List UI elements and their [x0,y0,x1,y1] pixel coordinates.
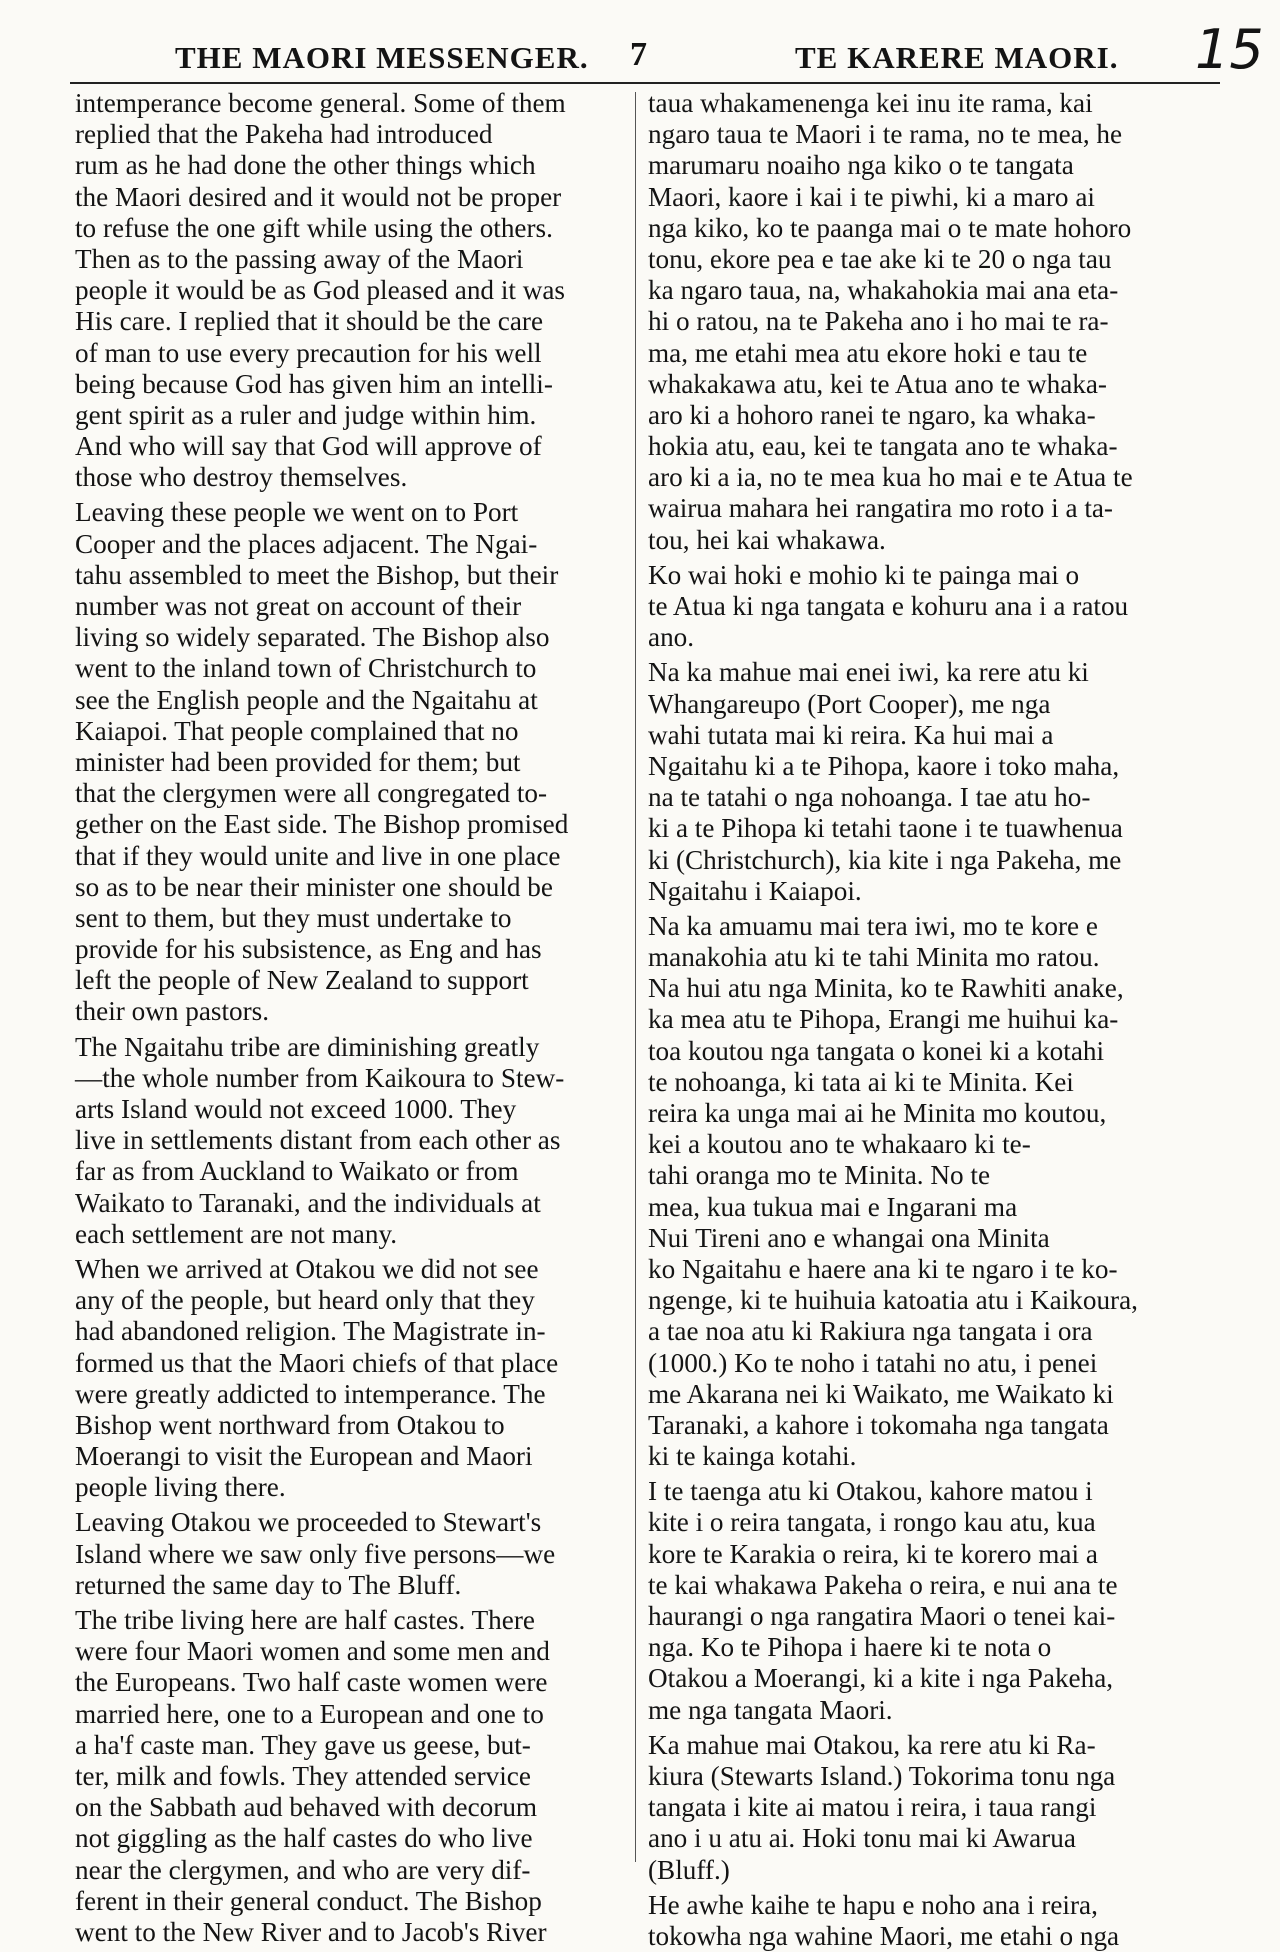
text-line: tahi oranga mo te Minita. No te [648,1160,991,1191]
paragraph [648,1730,1208,1886]
maori-column [648,88,1208,1952]
text-line: na te tatahi o nga nohoanga. I tae atu ho- [648,782,1091,813]
text-line: Na ka amuamu mai tera iwi, mo te kore e [648,910,1098,941]
text-line: (1000.) Ko te noho i tatahi no atu, i penei [648,1347,1098,1378]
paragraph [75,88,635,493]
text-line: ter, milk and fowls. They attended service [75,1760,531,1791]
text-line: were greatly addicted to intemperance. The [75,1378,546,1409]
text-line: —the whole number from Kaikoura to Stew- [75,1062,565,1093]
text-line: ka ngaro taua, na, whakahokia mai ana eta- [648,275,1119,306]
text-line: people it would be as God pleased and it was [75,275,566,306]
text-line: kite i o reira tangata, i rongo kau atu, kua [648,1507,1096,1538]
text-line: Ka mahue mai Otakou, ka rere atu ki Ra- [648,1729,1096,1760]
text-line: people living there. [75,1472,286,1503]
text-line: ano. [648,622,695,653]
text-line: Then as to the passing away of the Maori [75,243,524,274]
text-line: tou, hei kai whakawa. [648,524,886,555]
english-column [75,88,635,1948]
text-line: provide for his subsistence, as Eng and has [75,934,542,965]
text-line: being because God has given him an intelli- [75,368,553,399]
text-line: ki te kainga kotahi. [648,1441,857,1472]
text-line: Cooper and the places adjacent. The Ngai- [75,528,538,559]
text-line: reira ka unga mai ai he Minita mo koutou, [648,1098,1107,1128]
text-line: had abandoned religion. The Magistrate in- [75,1316,546,1347]
text-line: left the people of New Zealand to support [75,965,529,996]
paragraph [648,560,1208,654]
text-line: a ha'f caste man. They gave us geese, but- [75,1729,531,1760]
text-line: tonu, ekore pea e tae ake ki te 20 o nga tau [648,243,1112,274]
text-line: Maori, kaore i kai i te piwhi, ki a maro ai [648,181,1095,212]
paragraph [648,911,1208,1472]
text-line: me nga tangata Maori. [648,1694,893,1725]
text-line: Nui Tireni ano e whangai ona Minita [648,1222,1050,1253]
text-line: formed us that the Maori chiefs of that place [75,1347,559,1378]
header-rule [70,82,1220,84]
text-line: ngaro taua te Maori i te rama, no te mea, he [648,119,1123,150]
text-line: wahi tutata mai ki reira. Ka hui mai a [648,719,1054,750]
text-line: aro ki a hohoro ranei te ngaro, ka whaka- [648,399,1096,430]
text-line: Whangareupo (Port Cooper), me nga [648,688,1051,719]
paragraph [648,1476,1208,1726]
text-line: ko Ngaitahu e haere ana ki te ngaro i te ko- [648,1253,1118,1284]
text-line: kei a koutou ano te whakaaro ki te- [648,1129,1031,1160]
text-line: that the clergymen were all congregated to- [75,778,548,809]
text-line: Waikato to Taranaki, and the individuals at [75,1187,541,1218]
text-line: And who will say that God will approve of [75,431,542,462]
text-line: toa koutou nga tangata o konei ki a kotahi [648,1035,1105,1066]
text-line: hokia atu, eau, kei te tangata ano te whaka- [648,431,1118,462]
paragraph [75,1254,635,1504]
text-line: haurangi o nga rangatira Maori o tenei kai- [648,1601,1116,1631]
text-line: living so widely separated. The Bishop also [75,622,550,653]
text-line: tahu assembled to meet the Bishop, but their [75,559,559,590]
running-title-english: THE MAORI MESSENGER. [175,40,589,75]
text-line: that if they would unite and live in one place [75,840,561,871]
text-line: not giggling as the half castes do who live [75,1823,533,1854]
text-line: marumaru noaiho nga kiko o te tangata [648,150,1074,181]
text-line: went to the inland town of Christchurch to [75,653,537,684]
text-line: far as from Auckland to Waikato or from [75,1156,519,1187]
paragraph [648,1890,1208,1952]
text-line: te kai whakawa Pakeha o reira, e nui ana te [648,1569,1118,1600]
text-line: on the Sabbath aud behaved with decorum [75,1792,538,1823]
text-line: arts Island would not exceed 1000. They [75,1094,517,1124]
text-line: (Bluff.) [648,1854,730,1885]
text-line: gent spirit as a ruler and judge within him. [75,399,537,430]
text-line: gether on the East side. The Bishop promised [75,809,569,840]
column-divider [635,92,636,1862]
text-line: Ko wai hoki e mohio ki te painga mai o [648,559,1080,590]
text-line: ka mea atu te Pihopa, Erangi me huihui ka- [648,1004,1119,1035]
running-title-maori: TE KARERE MAORI. [795,40,1119,75]
text-line: replied that the Pakeha had introduced [75,119,493,150]
text-line: Kaiapoi. That people complained that no [75,715,519,746]
text-line: nga. Ko te Pihopa i haere ki te nota o [648,1632,1052,1663]
text-line: mea, kua tukua mai e Ingarani ma [648,1191,1018,1222]
paragraph [648,88,1208,556]
text-line: wairua mahara hei rangatira mo roto i a ta- [648,493,1113,524]
text-line: the Maori desired and it would not be proper [75,181,562,212]
text-line: any of the people, but heard only that they [75,1285,535,1316]
text-line: their own pastors. [75,996,270,1027]
text-line: manakohia atu ki te tahi Minita mo ratou. [648,942,1100,973]
text-line: te Atua ki nga tangata e kohuru ana i a ratou [648,591,1129,621]
text-line: Otakou a Moerangi, ki a kite i nga Pakeha, [648,1663,1114,1694]
text-line: ngenge, ki te huihuia katoatia atu i Kaikoura, [648,1285,1138,1316]
text-line: a tae noa atu ki Rakiura nga tangata i ora [648,1316,1093,1347]
text-line: number was not great on account of their [75,591,522,621]
text-line: kore te Karakia o reira, ki te korero mai a [648,1538,1098,1569]
text-line: ki (Christchurch), kia kite i nga Pakeha, me [648,844,1122,875]
text-line: taua whakamenenga kei inu ite rama, kai [648,88,1093,118]
text-line: tangata i kite ai matou i reira, i taua rangi [648,1792,1097,1823]
text-line: went to the New River and to Jacob's River [75,1916,547,1947]
text-line: kiura (Stewarts Island.) Tokorima tonu nga [648,1760,1116,1791]
text-line: His care. I replied that it should be the care [75,306,544,337]
paragraph [75,497,635,1027]
text-line: When we arrived at Otakou we did not see [75,1253,539,1284]
text-line: so as to be near their minister one should be [75,871,553,902]
text-line: sent to them, but they must undertake to [75,902,512,933]
text-line: live in settlements distant from each other as [75,1125,561,1156]
text-line: He awhe kaihe te hapu e noho ana i reira, [648,1889,1098,1920]
paragraph [75,1605,635,1948]
text-line: Bishop went northward from Otakou to [75,1409,505,1440]
text-line: near the clergymen, and who are very dif- [75,1854,531,1885]
text-line: te nohoanga, ki tata ai ki te Minita. Kei [648,1066,1074,1097]
page-number: 7 [630,36,647,73]
text-line: Island where we saw only five persons—we [75,1538,556,1569]
text-line: married here, one to a European and one to [75,1698,544,1729]
text-line: of man to use every precaution for his well [75,337,542,368]
text-line: me Akarana nei ki Waikato, me Waikato ki [648,1378,1114,1409]
text-line: returned the same day to The Bluff. [75,1569,462,1600]
text-line: aro ki a ia, no te mea kua ho mai e te Atua te [648,462,1133,493]
text-line: those who destroy themselves. [75,462,408,493]
text-line: Ngaitahu ki a te Pihopa, kaore i toko maha, [648,750,1120,781]
text-line: the Europeans. Two half caste women were [75,1667,548,1698]
text-line: see the English people and the Ngaitahu at [75,684,538,715]
text-line: Na ka mahue mai enei iwi, ka rere atu ki [648,657,1089,688]
text-line: nga kiko, ko te paanga mai o te mate hohoro [648,212,1132,243]
text-line: intemperance become general. Some of them [75,88,566,118]
text-line: minister had been provided for them; but [75,746,521,777]
text-line: Leaving these people we went on to Port [75,497,519,528]
text-line: The tribe living here are half castes. There [75,1605,535,1635]
text-line: rum as he had done the other things which [75,150,536,181]
text-line: Moerangi to visit the European and Maori [75,1441,533,1472]
text-line: whakakawa atu, kei te Atua ano te whaka- [648,368,1107,399]
text-line: Leaving Otakou we proceeded to Stewart's [75,1507,542,1538]
text-line: Ngaitahu i Kaiapoi. [648,875,862,906]
text-line: hi o ratou, na te Pakeha ano i ho mai te ra- [648,306,1109,337]
page-header [0,18,1280,81]
paragraph [648,657,1208,907]
text-line: each settlement are not many. [75,1218,398,1249]
paragraph [75,1032,635,1250]
text-line: ki a te Pihopa ki tetahi taone i te tuawhenua [648,813,1123,844]
text-line: ma, me etahi mea atu ekore hoki e tau te [648,337,1088,368]
text-line: ferent in their general conduct. The Bishop [75,1885,542,1916]
text-line: I te taenga atu ki Otakou, kahore matou i [648,1476,1093,1507]
handwritten-page-mark: 15 [1195,18,1264,81]
paragraph [75,1507,635,1601]
text-line: Na hui atu nga Minita, ko te Rawhiti anake, [648,973,1124,1004]
text-line: to refuse the one gift while using the others. [75,212,553,243]
text-line: The Ngaitahu tribe are diminishing greatly [75,1031,540,1062]
text-line: tokowha nga wahine Maori, me etahi o nga [648,1920,1120,1951]
text-line: were four Maori women and some men and [75,1636,550,1667]
text-line: Taranaki, a kahore i tokomaha nga tangata [648,1409,1109,1440]
text-line: ano i u atu ai. Hoki tonu mai ki Awarua [648,1823,1076,1854]
